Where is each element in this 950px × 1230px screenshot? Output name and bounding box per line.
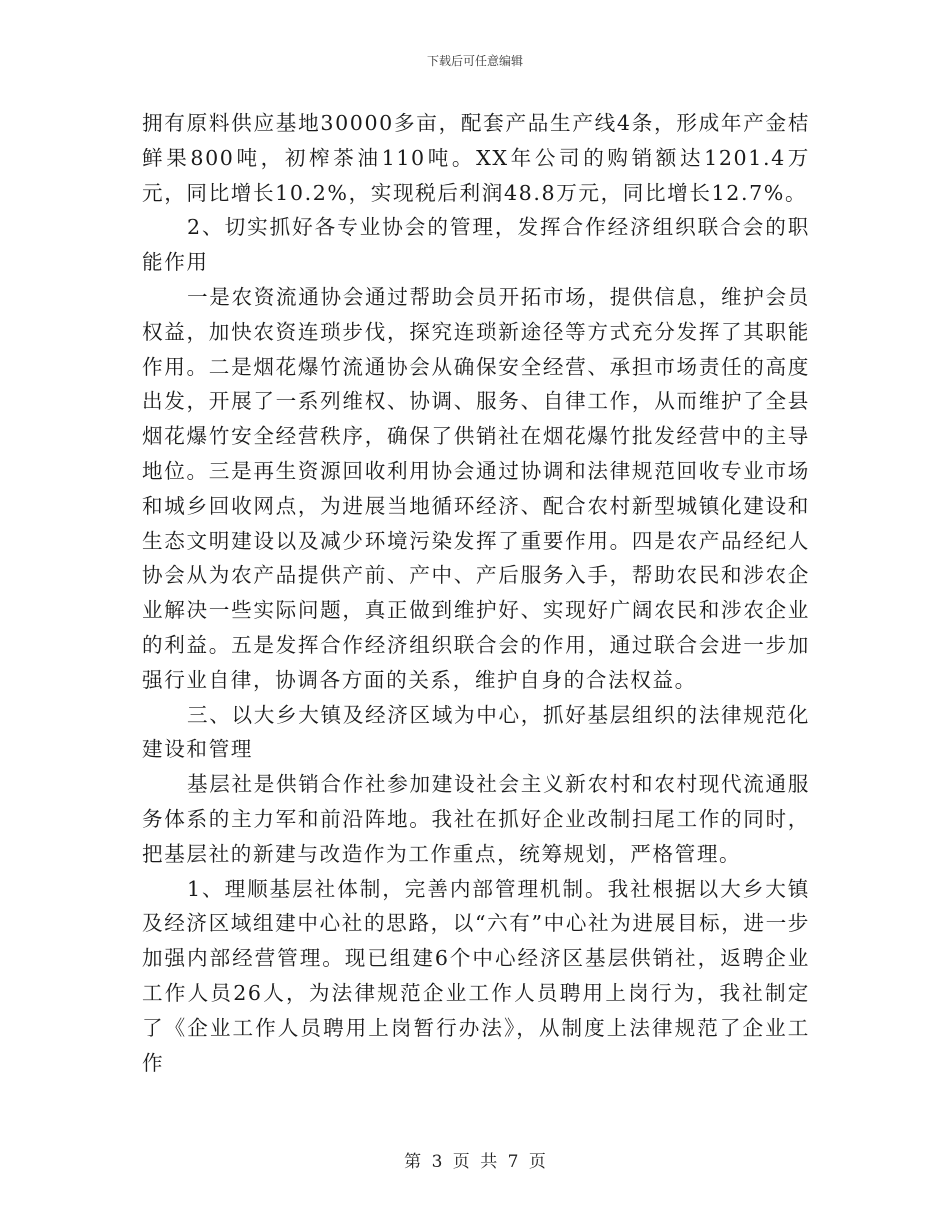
paragraph-6: 1、理顺基层社体制，完善内部管理机制。我社根据以大乡大镇及经济区域组建中心社的思路，以“六有”中心社为进展目标，进一步加强内部经营管理。现已组建6个中心经济区基层供销社，返聘企业工作人员26人，为法律规范企业工作人员聘用上岗行为，我社制定了《企业工作人员聘用上岗暂行办法》，从制度上法律规范了企业工作 — [142, 876, 810, 1075]
page-header-note: 下载后可任意编辑 — [426, 54, 523, 68]
paragraph-1: 拥有原料供应基地30000多亩，配套产品生产线4条，形成年产金桔鲜果800吨，初榨茶油110吨。XX年公司的购销额达1201.4万元，同比增长10.2%，实现税后利润48.8万元，同比增长12.7%。 — [142, 111, 810, 205]
paragraph-2-heading: 2、切实抓好各专业协会的管理，发挥合作经济组织联合会的职能作用 — [142, 215, 810, 275]
paragraph-5: 基层社是供销合作社参加建设社会主义新农村和农村现代流通服务体系的主力军和前沿阵地。我社在抓好企业改制扫尾工作的同时，把基层社的新建与改造作为工作重点，统筹规划，严格管理。 — [142, 772, 810, 866]
paragraph-4-heading: 三、以大乡大镇及经济区域为中心，抓好基层组织的法律规范化建设和管理 — [142, 702, 810, 762]
page-number: 第 3 页 共 7 页 — [404, 1152, 546, 1172]
document-body — [142, 106, 810, 1080]
paragraph-3: 一是农资流通协会通过帮助会员开拓市场，提供信息，维护会员权益，加快农资连琐步伐，探究连琐新途径等方式充分发挥了其职能作用。二是烟花爆竹流通协会从确保安全经营、承担市场责任的高度出发，开展了一系列维权、协调、服务、自律工作，从而维护了全县烟花爆竹安全经营秩序，确保了供销社在烟花爆竹批发经营中的主导地位。三是再生资源回收利用协会通过协调和法律规范回收专业市场和城乡回收网点，为进展当地循环经济、配合农村新型城镇化建设和生态文明建设以及减少环境污染发挥了重要作用。四是农产品经纪人协会从为农产品提供产前、产中、产后服务入手，帮助农民和涉农企业解决一些实际问题，真正做到维护好、实现好广阔农民和涉农企业的利益。五是发挥合作经济组织联合会的作用，通过联合会进一步加强行业自律，协调各方面的关系，维护自身的合法权益。 — [142, 284, 810, 692]
